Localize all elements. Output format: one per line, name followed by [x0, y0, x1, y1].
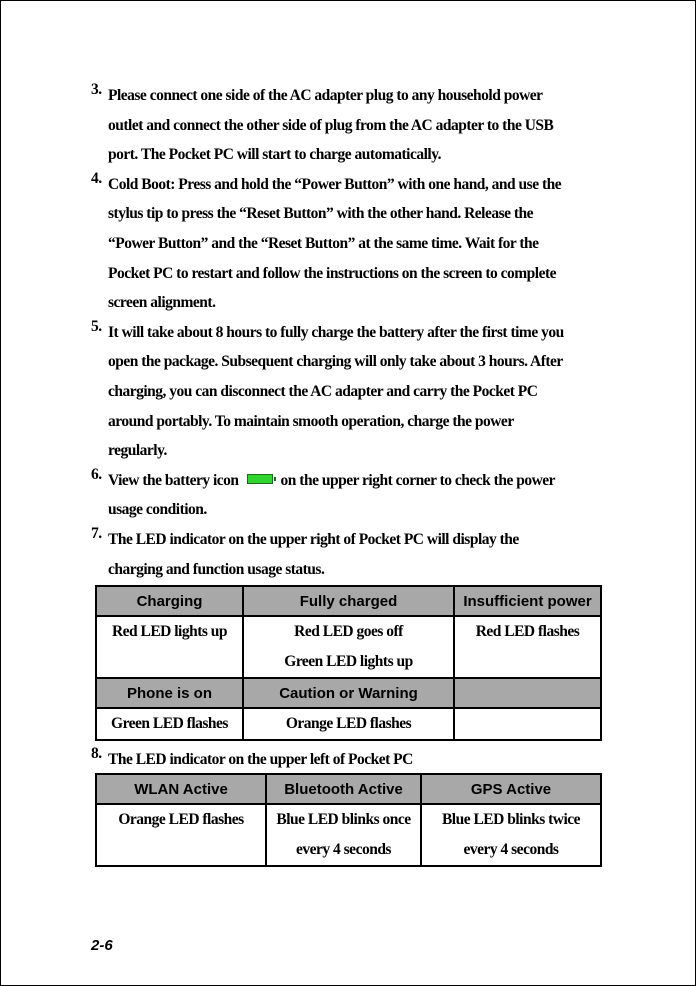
- table-cell: [96, 804, 266, 866]
- cell-text-line: Green LED lights up: [284, 653, 413, 670]
- table-header-cell: [454, 678, 601, 708]
- step-text-line: charging, you can disconnect the AC adapter and carry the Pocket PC: [108, 382, 538, 400]
- step-4: [91, 170, 631, 318]
- step-text-line: “Power Button” and the “Reset Button” at the same time. Wait for the: [108, 234, 539, 252]
- instruction-list: [91, 81, 631, 584]
- step-text-line: outlet and connect the other side of plug from the AC adapter to the USB: [108, 116, 554, 134]
- cell-text-line: Red LED flashes: [475, 623, 580, 640]
- step-7: [91, 525, 631, 584]
- step-text-line: The LED indicator on the upper right of Pocket PC will display the: [108, 530, 519, 548]
- step-8: [91, 745, 631, 775]
- step-8-block: [91, 745, 631, 775]
- step-text-line: Please connect one side of the AC adapter plug to any household power: [108, 87, 543, 104]
- table-header-cell: Bluetooth Active: [266, 774, 421, 804]
- table-cell: Green LED flashes: [96, 708, 243, 740]
- table-cell: [266, 804, 421, 866]
- step-text-after-icon: on the upper right corner to check the power: [280, 471, 556, 489]
- table-header-cell: WLAN Active: [96, 774, 266, 804]
- led-status-table-left: [95, 773, 602, 867]
- step-text-line: The LED indicator on the upper left of Pocket PC: [108, 751, 413, 768]
- step-text-line: [108, 466, 631, 496]
- step-text-line: It will take about 8 hours to fully charge the battery after the first time you: [108, 323, 564, 341]
- cell-text-line: every 4 seconds: [463, 841, 559, 858]
- step-number: 7.: [91, 524, 102, 542]
- table-cell: [454, 708, 601, 740]
- table-header-cell: Fully charged: [243, 586, 454, 616]
- step-5: [91, 318, 631, 466]
- cell-text-line: Blue LED blinks twice: [441, 811, 581, 828]
- cell-text-line: Orange LED flashes: [118, 811, 244, 828]
- table-cell: [421, 804, 601, 866]
- step-text-before-icon: View the battery icon: [108, 471, 239, 489]
- table-header-cell: Phone is on: [96, 678, 243, 708]
- step-text-line: Cold Boot: Press and hold the “Power Button” with one hand, and use the: [108, 175, 562, 193]
- step-text-line: usage condition.: [108, 501, 207, 519]
- battery-icon: [247, 474, 273, 484]
- table-cell: [454, 616, 601, 678]
- led-status-table-right: [95, 585, 602, 741]
- table-header-cell: GPS Active: [421, 774, 601, 804]
- step-6: [91, 466, 631, 525]
- step-text-line: open the package. Subsequent charging will only take about 3 hours. After: [108, 353, 563, 371]
- table-header-cell: Caution or Warning: [243, 678, 454, 708]
- step-number: 5.: [91, 317, 102, 335]
- step-3: [91, 81, 631, 170]
- cell-text-line: Red LED goes off: [294, 623, 403, 640]
- step-number: 4.: [91, 169, 102, 187]
- step-text-line: regularly.: [108, 442, 167, 460]
- step-text-line: Pocket PC to restart and follow the instructions on the screen to complete: [108, 264, 557, 282]
- step-number: 8.: [91, 745, 102, 762]
- step-text-line: around portably. To maintain smooth operation, charge the power: [108, 412, 514, 430]
- step-text-line: stylus tip to press the “Reset Button” with the other hand. Release the: [108, 205, 534, 223]
- cell-text-line: Red LED lights up: [111, 623, 228, 640]
- step-number: 6.: [91, 465, 102, 483]
- page-number: 2-6: [91, 937, 113, 954]
- step-text-line: port. The Pocket PC will start to charge automatically.: [108, 146, 441, 164]
- table-cell: Orange LED flashes: [243, 708, 454, 740]
- step-number: 3.: [91, 81, 102, 98]
- step-text-line: screen alignment.: [108, 294, 216, 312]
- cell-text-line: every 4 seconds: [296, 841, 391, 858]
- table-header-cell: Insufficient power: [454, 586, 601, 616]
- step-text-line: charging and function usage status.: [108, 560, 325, 578]
- cell-text-line: Blue LED blinks once: [276, 811, 411, 828]
- table-header-cell: Charging: [96, 586, 243, 616]
- table-cell: [243, 616, 454, 678]
- table-cell: [96, 616, 243, 678]
